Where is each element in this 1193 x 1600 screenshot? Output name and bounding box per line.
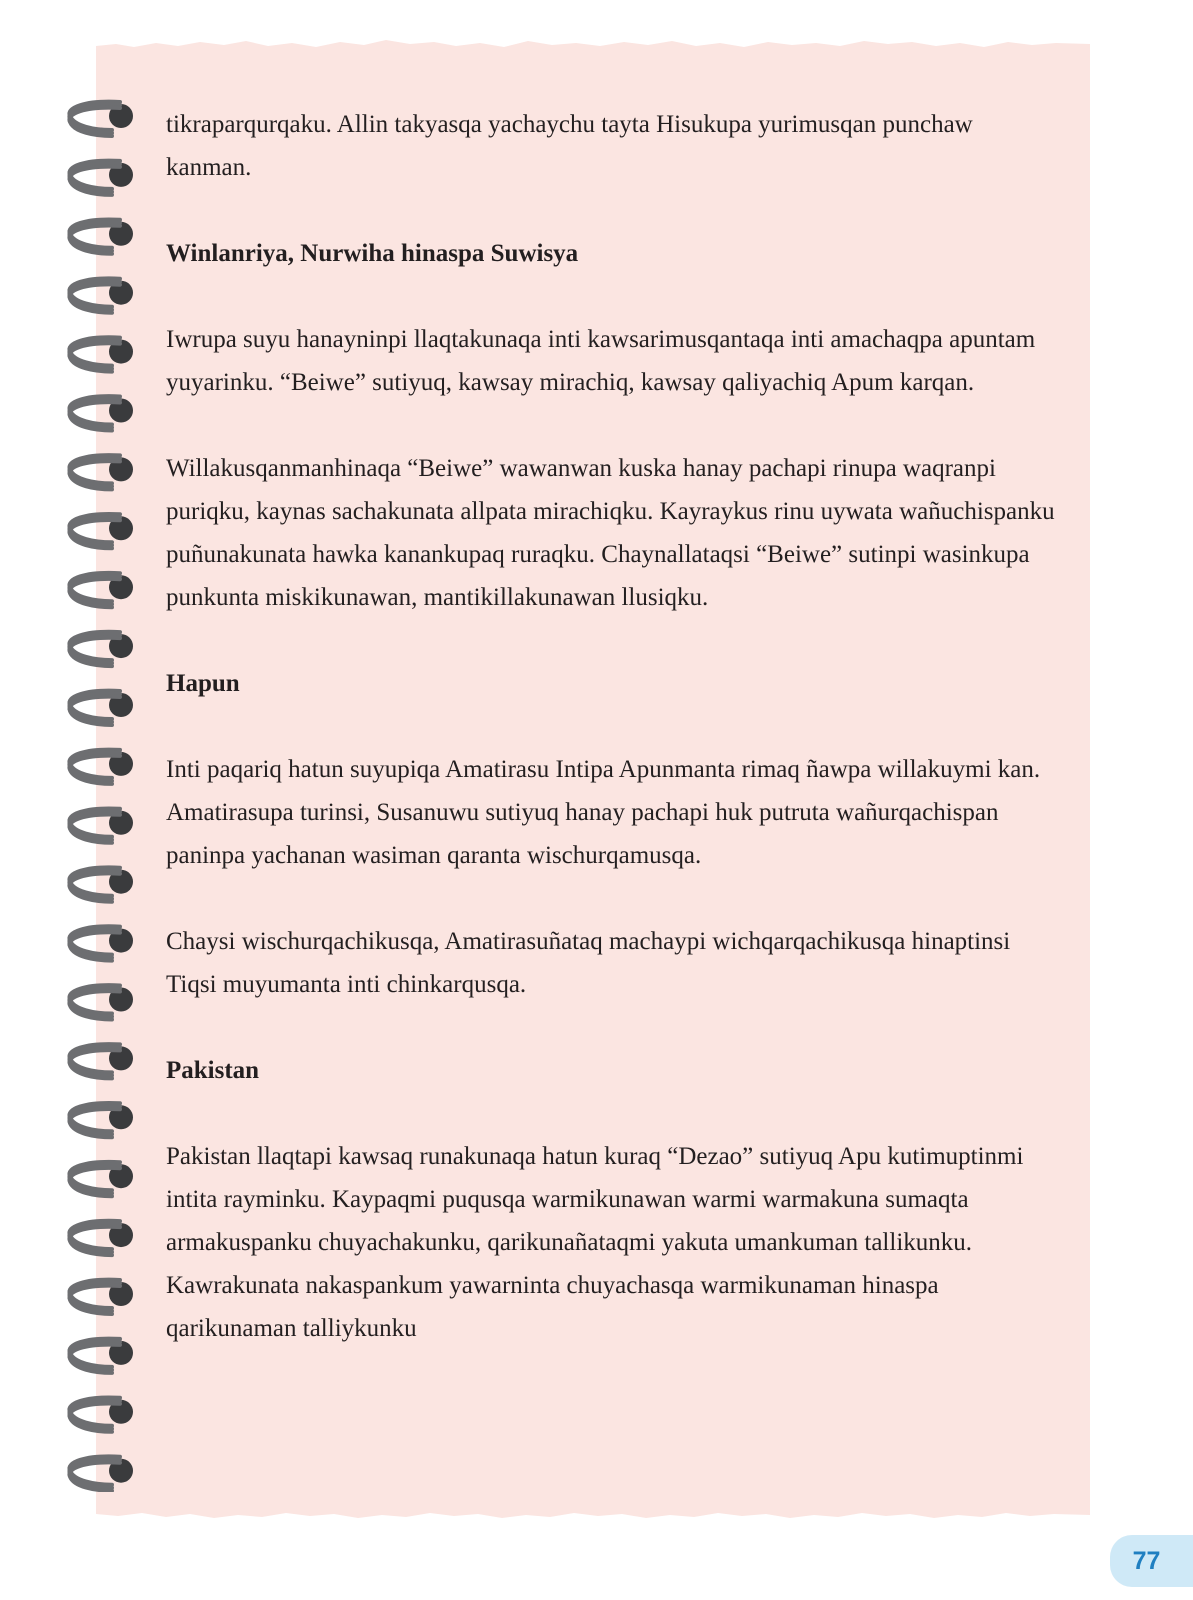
spiral-ring-icon xyxy=(69,337,133,371)
spiral-ring-icon xyxy=(69,1397,133,1431)
spiral-ring-icon xyxy=(69,1044,133,1078)
spiral-ring-icon xyxy=(69,396,133,430)
body-paragraph: Chaysi wischurqachikusqa, Amatirasuñataq machaypi wichqarqachikusqa hinaptinsi Tiqsi muyumanta inti chinkarqusqa. xyxy=(166,928,1011,998)
spiral-ring-icon xyxy=(69,1280,133,1314)
torn-top-edge xyxy=(96,38,1090,54)
spiral-ring-icon xyxy=(69,219,133,253)
spiral-ring-icon xyxy=(69,278,133,312)
spiral-ring-icon xyxy=(69,926,133,960)
spiral-ring-icon xyxy=(69,1221,133,1255)
spiral-ring-icon xyxy=(69,750,133,784)
page-number-badge: 77 xyxy=(1110,1535,1193,1587)
spiral-ring-icon xyxy=(69,455,133,489)
spiral-ring-icon xyxy=(69,1339,133,1373)
body-paragraph: Willakusqanmanhinaqa “Beiwe” wawanwan kuska hanay pachapi rinupa waqranpi puriqku, kaynas sachakunata allpata mirachiqku. Kayraykus rinu uywata wañuchispanku puñunakunata hawka kanankupaq ruraqku. Chaynallataqsi “Beiwe” sutinpi wasinkupa punkunta miskikunawan, mantikillakunawan llusiqku. xyxy=(166,455,1055,611)
section-heading: Hapun xyxy=(166,670,240,697)
page-text xyxy=(166,103,1056,1393)
section-heading: Winlanriya, Nurwiha hinaspa Suwisya xyxy=(166,240,579,267)
spiral-ring-icon xyxy=(69,867,133,901)
spiral-ring-icon xyxy=(69,808,133,842)
torn-bottom-edge xyxy=(96,1506,1090,1522)
body-paragraph: Inti paqariq hatun suyupiqa Amatirasu Intipa Apunmanta rimaq ñawpa willakuymi kan. Amatirasupa turinsi, Susanuwu sutiyuq hanay pachapi huk putruta wañurqachispan paninpa yachanan wasiman qaranta wischurqamusqa. xyxy=(166,756,1041,869)
spiral-ring-icon xyxy=(69,1456,133,1490)
section-heading: Pakistan xyxy=(166,1057,260,1084)
spiral-binding xyxy=(64,92,144,1492)
spiral-ring-icon xyxy=(69,1162,133,1196)
body-paragraph: Iwrupa suyu hanayninpi llaqtakunaqa inti kawsarimusqantaqa inti amachaqpa apuntam yuyarinku. “Beiwe” sutiyuq, kawsay mirachiq, kawsay qaliyachiq Apum karqan. xyxy=(166,326,1036,396)
spiral-ring-icon xyxy=(69,514,133,548)
spiral-ring-icon xyxy=(69,1103,133,1137)
spiral-ring-icon xyxy=(69,573,133,607)
body-paragraph: tikraparqurqaku. Allin takyasqa yachaychu tayta Hisukupa yurimusqan punchaw kanman. xyxy=(166,111,973,181)
spiral-ring-icon xyxy=(69,102,133,136)
body-paragraph: Pakistan llaqtapi kawsaq runakunaqa hatun kuraq “Dezao” sutiyuq Apu kutimuptinmi intita rayminku. Kaypaqmi puqusqa warmikunawan warmi warmakuna sumaqta armakuspanku chuyachakunku, qarikunañataqmi yakuta umankuman tallikunku. Kawrakunata nakaspankum yawarninta chuyachasqa warmikunaman hinaspa qarikunaman talliykunku xyxy=(166,1143,1024,1342)
spiral-ring-icon xyxy=(69,632,133,666)
spiral-ring-icon xyxy=(69,985,133,1019)
spiral-ring-icon xyxy=(69,161,133,195)
spiral-ring-icon xyxy=(69,691,133,725)
